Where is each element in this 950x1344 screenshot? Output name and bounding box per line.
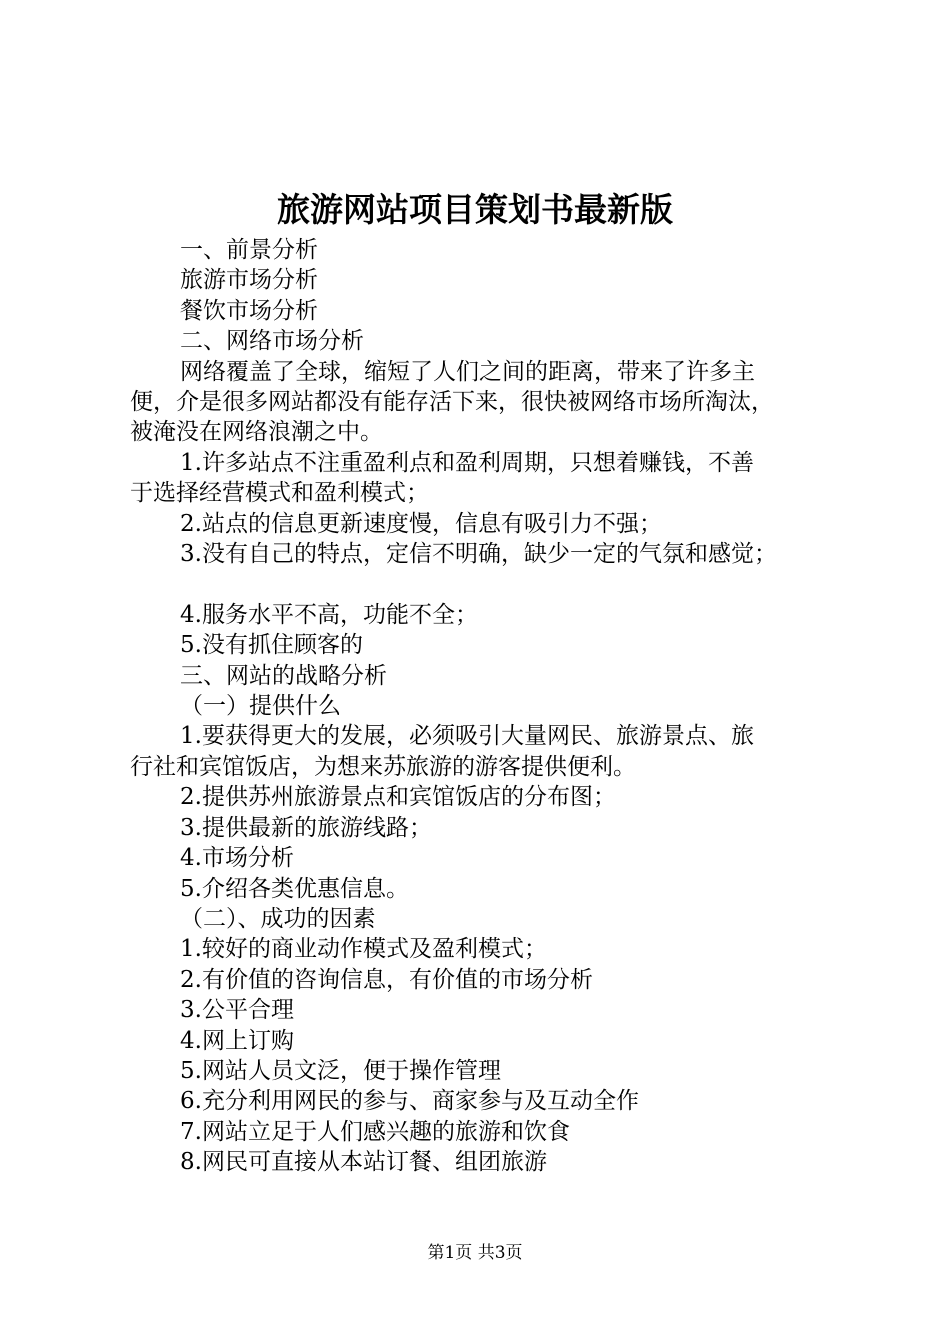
subsection-heading: （一）提供什么 [180,693,341,720]
paragraph-line: 网络覆盖了全球，缩短了人们之间的距离，带来了许多主 [180,358,755,385]
section-heading: 一、前景分析 [180,237,318,263]
subsection-heading: （二）、成功的因素 [180,905,376,932]
document-title: 旅游网站项目策划书最新版 [277,190,673,229]
paragraph-line: 被淹没在网络浪潮之中。 [130,419,383,446]
list-item: 5.介绍各类优惠信息。 [180,875,409,902]
page-number-footer: 第1页 共3页 [427,1243,523,1263]
section-heading: 三、网站的战略分析 [180,662,387,689]
list-item: 3.公平合理 [180,997,294,1024]
list-item: 3.提供最新的旅游线路； [180,814,432,841]
list-item: 1.许多站点不注重盈利点和盈利周期，只想着赚钱，不善 [180,449,754,476]
list-item-continuation: 于选择经营模式和盈利模式； [130,480,429,507]
list-item: 3.没有自己的特点，定信不明确，缺少一定的气氛和感觉； [180,541,777,568]
list-item: 7.网站立足于人们感兴趣的旅游和饮食 [180,1118,570,1145]
paragraph-line: 便，介是很多网站都没有能存活下来，很快被网络市场所淘汰， [130,389,774,416]
list-item: 1.要获得更大的发展，必须吸引大量网民、旅游景点、旅 [180,723,754,750]
list-item: 6.充分利用网民的参与、商家参与及互动全作 [180,1088,639,1115]
document-body [130,235,848,1178]
blank-line [130,569,848,599]
section-heading: 二、网络市场分析 [180,328,364,355]
list-item: 2.站点的信息更新速度慢，信息有吸引力不强； [180,510,662,537]
list-item: 4.服务水平不高，功能不全； [180,601,478,628]
list-item: 2.提供苏州旅游景点和宾馆饭店的分布图； [180,784,616,811]
list-item: 5.网站人员文泛，便于操作管理 [180,1057,501,1084]
paragraph-line: 餐饮市场分析 [180,297,318,324]
list-item: 4.网上订购 [180,1027,294,1054]
list-item-continuation: 行社和宾馆饭店，为想来苏旅游的游客提供便利。 [130,753,636,780]
list-item: 1.较好的商业动作模式及盈利模式； [180,936,547,963]
list-item: 2.有价值的咨询信息，有价值的市场分析 [180,966,593,993]
list-item: 4.市场分析 [180,845,294,872]
list-item: 8.网民可直接从本站订餐、组团旅游 [180,1149,547,1176]
list-item: 5.没有抓住顾客的 [180,632,363,659]
paragraph-line: 旅游市场分析 [180,267,318,294]
